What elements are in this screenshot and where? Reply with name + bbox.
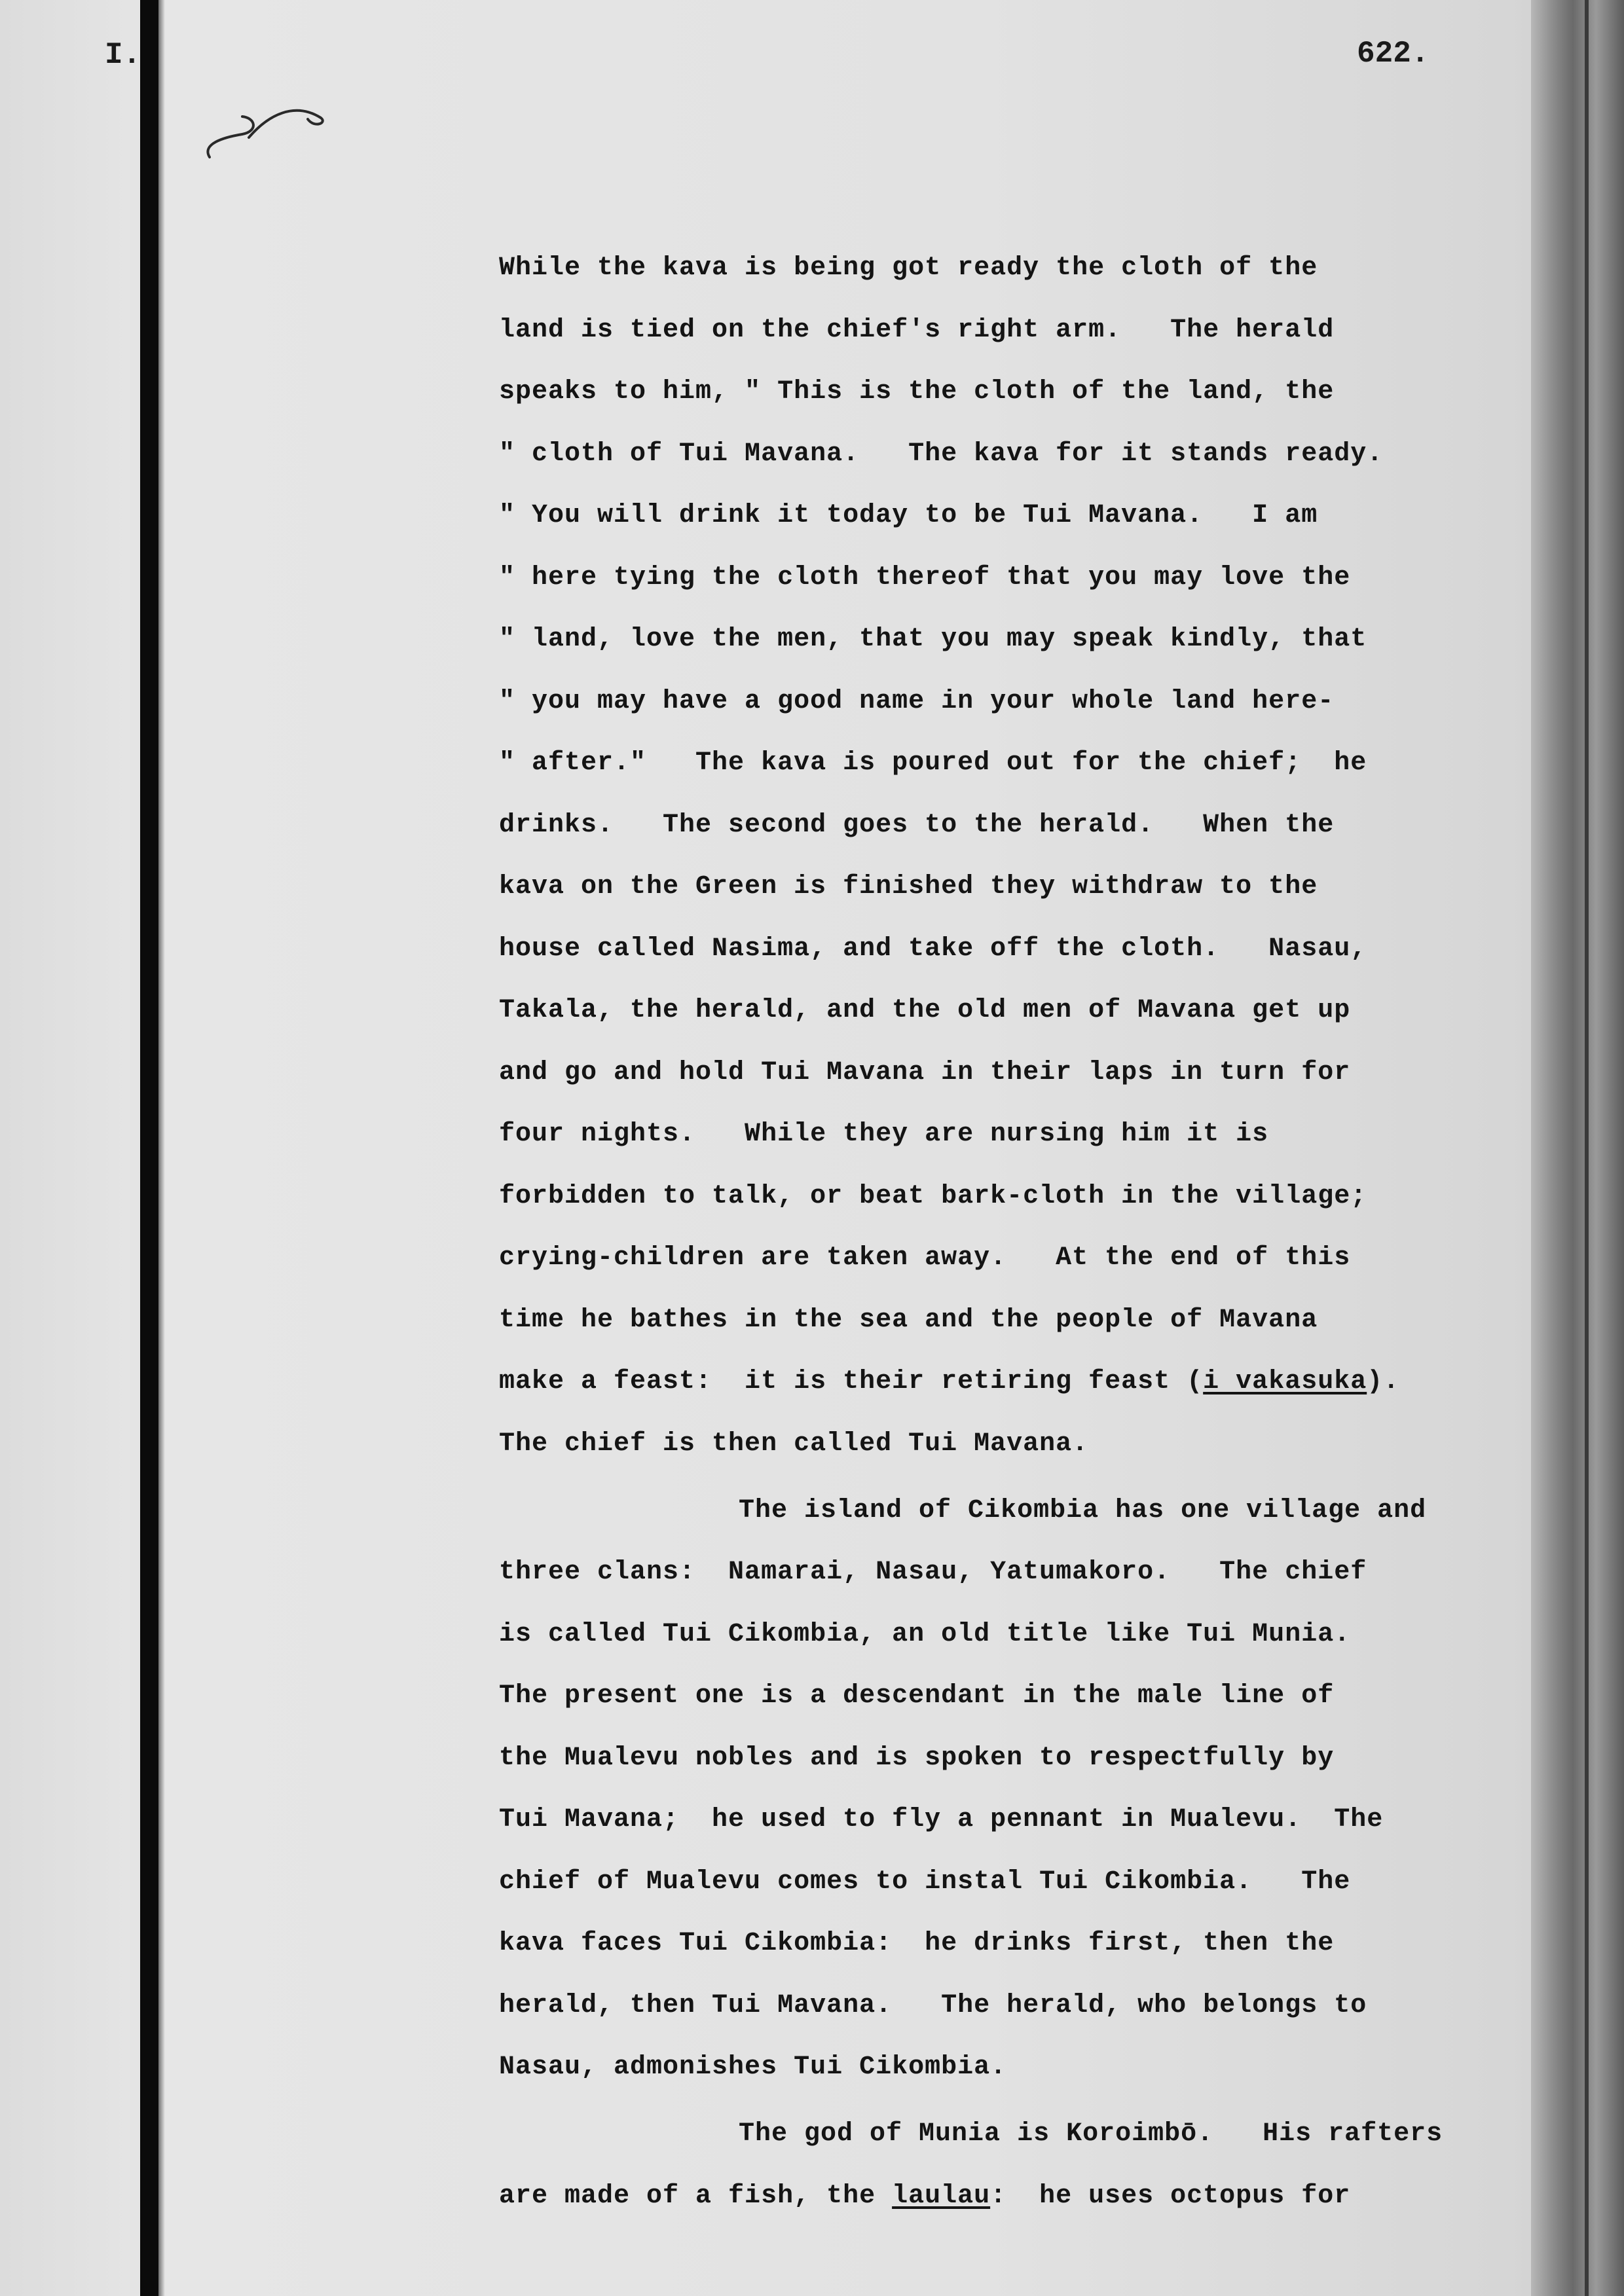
- text-line: and go and hold Tui Mavana in their laps in turn for: [499, 1057, 1351, 1087]
- text-segment: are made of a fish, the: [499, 2181, 893, 2211]
- text-line: four nights. While they are nursing him it is: [499, 1120, 1269, 1149]
- section-number: I.: [105, 38, 141, 72]
- text-line: land is tied on the chief's right arm. The herald: [499, 315, 1335, 345]
- text-line: forbidden to talk, or beat bark-cloth in the village;: [499, 1181, 1367, 1211]
- text-line: Takala, the herald, and the old men of Mavana get up: [499, 996, 1351, 1025]
- text-line: speaks to him, " This is the cloth of the land, the: [499, 377, 1335, 407]
- text-line: [499, 2183, 1350, 2210]
- text-segment: : he uses octopus for: [990, 2181, 1351, 2211]
- text-line: " after." The kava is poured out for the chief; he: [499, 748, 1367, 778]
- text-line: kava on the Green is finished they withdraw to the: [499, 872, 1318, 902]
- underlined-term: laulau: [892, 2181, 991, 2211]
- text-line: three clans: Namarai, Nasau, Yatumakoro. The chief: [499, 1558, 1367, 1587]
- text-line: is called Tui Cikombia, an old title like Tui Munia.: [499, 1619, 1351, 1649]
- text-line: The god of Munia is Koroimbō. His rafters: [739, 2119, 1443, 2149]
- text-line: The present one is a descendant in the male line of: [499, 1681, 1335, 1711]
- page-number: 622.: [1357, 37, 1430, 71]
- text-line: " here tying the cloth thereof that you may love the: [499, 562, 1351, 592]
- text-line: " you may have a good name in your whole land here-: [499, 686, 1335, 716]
- text-line: " You will drink it today to be Tui Mavana. I am: [499, 501, 1318, 530]
- text-line: kava faces Tui Cikombia: he drinks first, then the: [499, 1929, 1335, 1958]
- text-line: Tui Mavana; he used to fly a pennant in Mualevu. The: [499, 1805, 1384, 1834]
- text-segment: make a feast: it is their retiring feast (: [499, 1367, 1204, 1396]
- text-line: crying-children are taken away. At the end of this: [499, 1243, 1351, 1273]
- text-line: The island of Cikombia has one village and: [739, 1495, 1427, 1525]
- text-line: time he bathes in the sea and the people of Mavana: [499, 1305, 1318, 1335]
- text-segment: ).: [1367, 1367, 1400, 1396]
- text-line: the Mualevu nobles and is spoken to respectfully by: [499, 1743, 1335, 1773]
- text-line: herald, then Tui Mavana. The herald, who belongs to: [499, 1990, 1367, 2020]
- text-line: [499, 1369, 1399, 1395]
- underlined-term: i vakasuka: [1203, 1367, 1367, 1396]
- text-line: The chief is then called Tui Mavana.: [499, 1429, 1089, 1459]
- text-line: chief of Mualevu comes to instal Tui Cikombia. The: [499, 1867, 1351, 1897]
- text-line: " cloth of Tui Mavana. The kava for it stands ready.: [499, 439, 1384, 469]
- text-line: While the kava is being got ready the cloth of the: [499, 253, 1318, 283]
- text-line: " land, love the men, that you may speak kindly, that: [499, 625, 1367, 654]
- text-line: house called Nasima, and take off the cloth. Nasau,: [499, 934, 1367, 964]
- text-line: Nasau, admonishes Tui Cikombia.: [499, 2052, 1007, 2082]
- text-line: drinks. The second goes to the herald. When the: [499, 810, 1335, 840]
